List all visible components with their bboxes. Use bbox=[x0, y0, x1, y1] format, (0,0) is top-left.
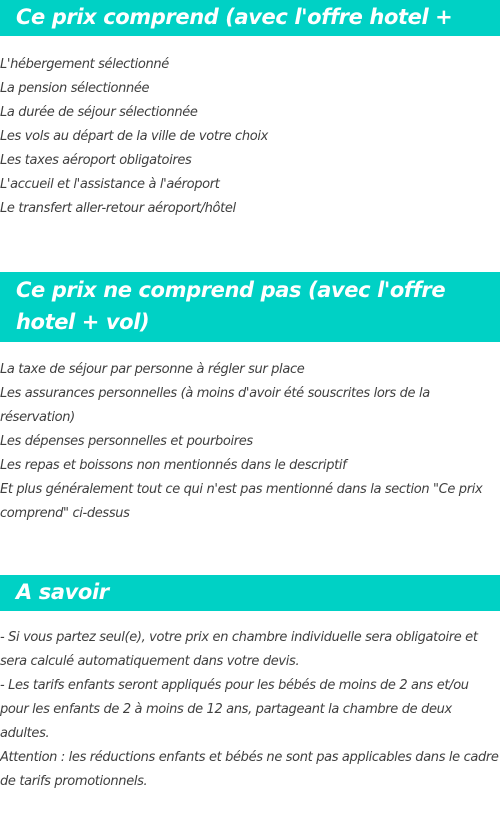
section-title-excludes: Ce prix ne comprend pas (avec l'offre hotel + vol) bbox=[0, 272, 500, 342]
list-item: Et plus généralement tout ce qui n'est pas mentionné dans la section "Ce prix comprend" ci-dessus bbox=[0, 482, 483, 521]
section-title-includes: Ce prix comprend (avec l'offre hotel + vol) bbox=[0, 0, 500, 36]
section-price-excludes bbox=[0, 272, 500, 526]
list-item: Le transfert aller-retour aéroport/hôtel bbox=[0, 201, 236, 216]
list-item: La pension sélectionnée bbox=[0, 81, 150, 96]
list-item: Les dépenses personnelles et pourboires bbox=[0, 434, 253, 449]
list-item: - Si vous partez seul(e), votre prix en chambre individuelle sera obligatoire et sera calculé automatiquement dans votre devis. bbox=[0, 630, 478, 669]
list-item: Attention : les réductions enfants et bébés ne sont pas applicables dans le cadre de tarifs promotionnels. bbox=[0, 750, 499, 789]
section-price-includes bbox=[0, 0, 500, 221]
list-item: Les vols au départ de la ville de votre choix bbox=[0, 129, 268, 144]
list-item: Les repas et boissons non mentionnés dans le descriptif bbox=[0, 458, 347, 473]
info-list bbox=[0, 626, 500, 794]
list-item: La taxe de séjour par personne à régler sur place bbox=[0, 362, 305, 377]
excludes-list bbox=[0, 358, 500, 526]
section-good-to-know bbox=[0, 575, 500, 794]
includes-list bbox=[0, 53, 500, 221]
list-item: L'hébergement sélectionné bbox=[0, 57, 169, 72]
section-title-info: A savoir bbox=[0, 575, 500, 611]
list-item: Les assurances personnelles (à moins d'avoir été souscrites lors de la réservation) bbox=[0, 386, 430, 425]
list-item: - Les tarifs enfants seront appliqués pour les bébés de moins de 2 ans et/ou pour les enfants de 2 à moins de 12 ans, partageant la chambre de deux adultes. bbox=[0, 678, 469, 741]
list-item: L'accueil et l'assistance à l'aéroport bbox=[0, 177, 220, 192]
list-item: Les taxes aéroport obligatoires bbox=[0, 153, 192, 168]
list-item: La durée de séjour sélectionnée bbox=[0, 105, 198, 120]
